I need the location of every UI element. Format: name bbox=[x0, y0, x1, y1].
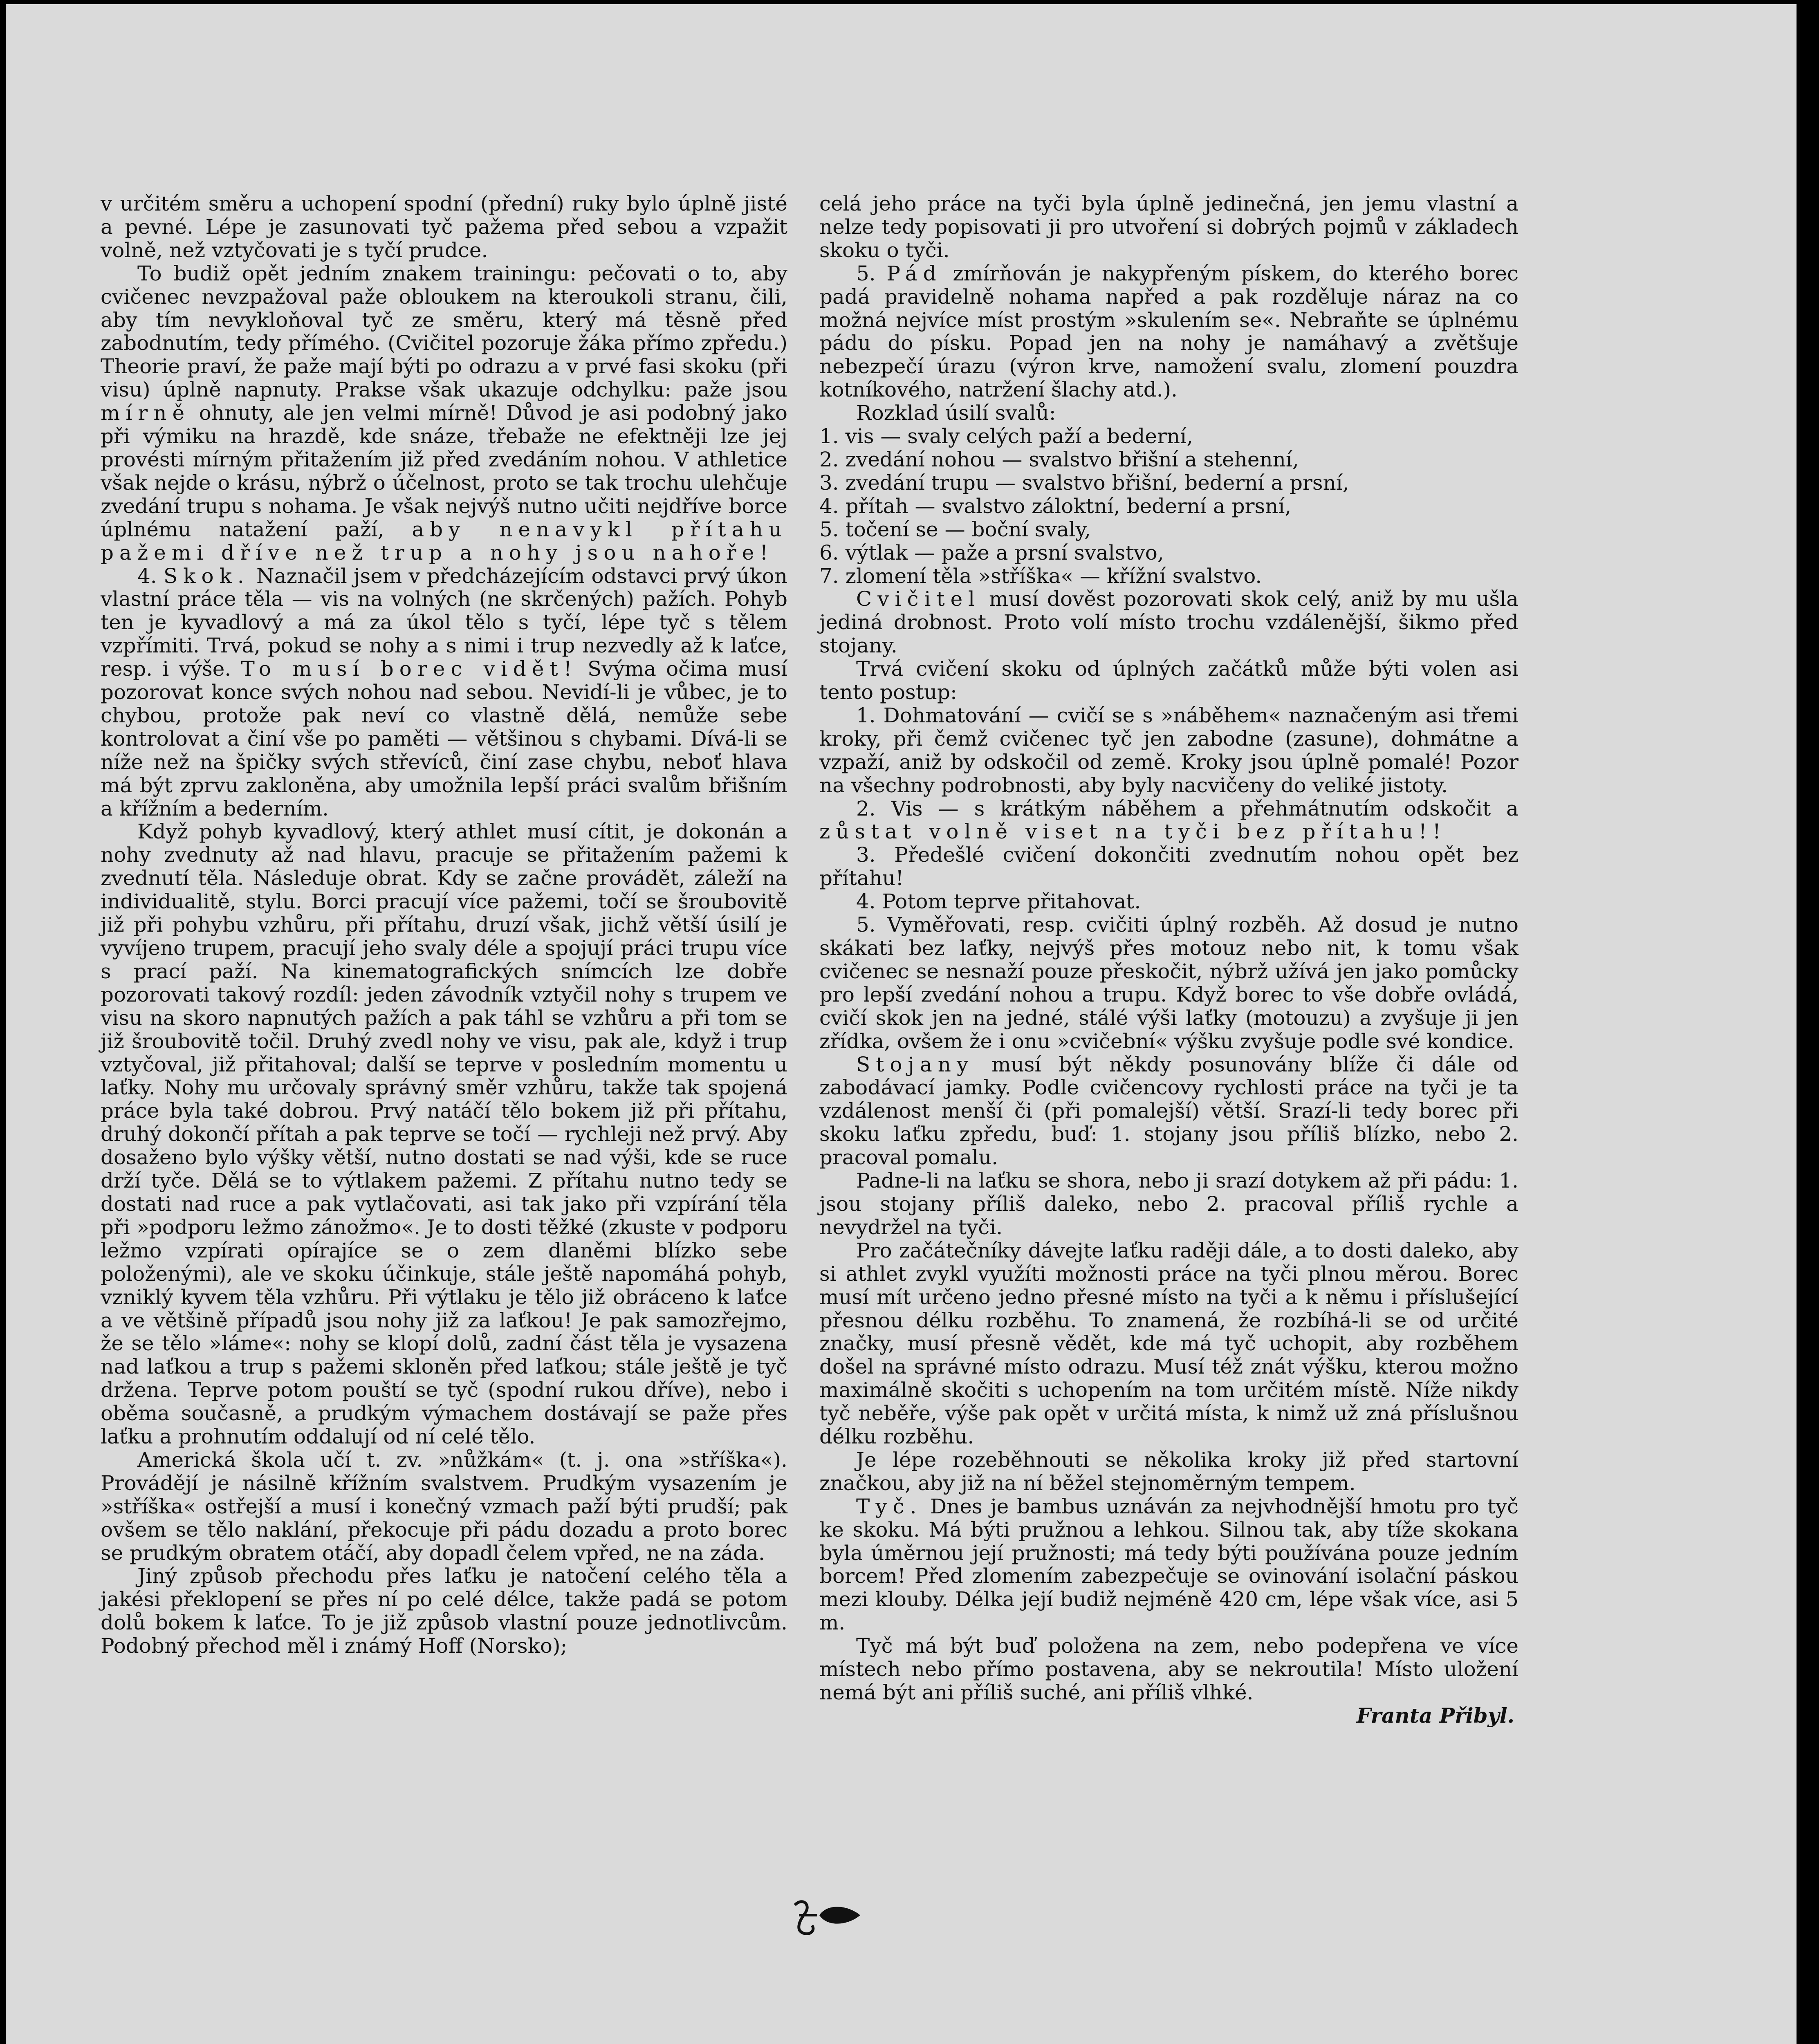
paragraph: 3. Předešlé cvičení dokončiti zvednutím nohou opět bez přítahu! bbox=[819, 843, 1518, 890]
paragraph: 2. Vis — s krátkým náběhem a přehmátnutím odskočit a zůstat volně viset na tyči bez přítahu!! bbox=[819, 796, 1518, 844]
paragraph: To budiž opět jedním znakem trainingu: pečovati o to, aby cvičenec nevzpažoval paže obloukem na kteroukoli stranu, čili, aby tím nevykloňoval tyč ze směru, který má těsně před zabodnutím, tedy přímého. (Cvičitel pozoruje žáka přímo zpředu.) Theorie praví, že paže mají býti po odrazu a v prvé fasi skoku (při visu) úplně napnuty. Prakse však ukazuje odchylku: paže jsou mírně ohnuty, ale jen velmi mírně! Důvod je asi podobný jako při výmiku na hrazdě, kde snáze, třebaže ne efektněji lze jej provésti mírným přitažením již před zvedáním nohou. V athletice však nejde o krásu, nýbrž o účelnost, proto se tak trochu ulehčuje zvedání trupu s nohama. Je však nejvýš nutno učiti nejdříve borce úplnému natažení paží, aby nenavykl přítahu pažemi dříve než trup a nohy jsou nahoře! bbox=[101, 261, 787, 565]
right-column bbox=[819, 192, 1518, 1728]
paragraph: 1. Dohmatování — cvičí se s »náběhem« naznačeným asi třemi kroky, při čemž cvičenec tyč jen zabodne (zasune), dohmátne a vzpaží, aniž by odskočil od země. Kroky jsou úplně pomalé! Pozor na všechny podrobnosti, aby byly nacvičeny do veliké jistoty. bbox=[819, 703, 1518, 797]
author-signature: Franta Přibyl. bbox=[1357, 1703, 1514, 1728]
paragraph: Když pohyb kyvadlový, který athlet musí cítit, je dokonán a nohy zvednuty až nad hlavu, pracuje se přitažením pažemi k zvednutí těla. Následuje obrat. Kdy se začne provádět, záleží na individualitě, stylu. Borci pracují více pažemi, točí se šroubovitě již při pohybu vzhůru, při přítahu, druzí však, jichž větší úsilí je vyvíjeno trupem, pracují jeho svaly déle a spojují práci trupu více s prací paží. Na kinematografických snímcích lze dobře pozorovati takový rozdíl: jeden závodník vztyčil nohy s trupem ve visu na skoro napnutých pažích a pak táhl se vzhůru a při tom se již šroubovitě točil. Druhý zvedl nohy ve visu, pak ale, když i trup vztyčoval, již přitahoval; další se teprve v posledním momentu u laťky. Nohy mu určovaly správný směr vzhůru, takže tak spojená práce byla také dobrou. Prvý natáčí tělo bokem již při přítahu, druhý dokončí přítah a pak teprve se točí — rychleji než prvý. Aby dosaženo bylo výšky větší, nutno dostati se nad výši, kde se ruce drží tyče. Dělá se to výtlakem pažemi. Z přítahu nutno tedy se dostati nad ruce a pak vytlačovati, asi tak jako při vzpírání těla při »podporu ležmo zánožmo«. Je to dosti těžké (zkuste v podporu ležmo vzpírati opírajíce se o zem dlaněmi blízko sebe položenými), ale ve skoku účinkuje, stále ještě napomáhá pohyb, vzniklý kyvem těla vzhůru. Při výtlaku je tělo již obráceno k laťce a ve většině případů jsou nohy již za laťkou! Je pak samozřejmo, že se tělo »láme«: nohy se klopí dolů, zadní část těla je vysazena nad laťkou a trup s pažemi skloněn před laťkou; stále ještě je tyč držena. Teprve potom pouští se tyč (spodní rukou dříve), nebo i oběma současně, a prudkým výmachem dostávají se paže přes laťku a prohnutím oddalují od ní celé tělo. bbox=[101, 820, 787, 1449]
paragraph: Je lépe rozeběhnouti se několika kroky již před startovní značkou, aby již na ní běžel stejnoměrným tempem. bbox=[819, 1448, 1518, 1495]
paragraph: v určitém směru a uchopení spodní (přední) ruky bylo úplně jisté a pevné. Lépe je zasunovati tyč pažema před sebou a vzpažit volně, než vztyčovati je s tyčí prudce. bbox=[101, 192, 787, 262]
list-item: 6. výtlak — paže a prsní svalstvo, bbox=[819, 540, 1164, 565]
paragraph: Cvičitel musí dověst pozorovati skok celý, aniž by mu ušla jediná drobnost. Proto volí místo trochu vzdálenější, šikmo před stojany. bbox=[819, 587, 1518, 658]
list-item: 5. točení se — boční svaly, bbox=[819, 517, 1091, 541]
list-heading: Rozklad úsilí svalů: bbox=[856, 401, 1056, 425]
paragraph: Stojany musí být někdy posunovány blíže či dále od zabodávací jamky. Podle cvičencovy rychlosti práce na tyči je ta vzdálenost menší či (při pomalejší) větší. Srazí-li tedy borec při skoku laťku zpředu, buď: 1. stojany jsou příliš blízko, nebo 2. pracoval pomalu. bbox=[819, 1052, 1518, 1170]
section-heading: Cvičitel bbox=[856, 587, 981, 611]
list-item: 4. přítah — svalstvo záloktní, bederní a prsní, bbox=[819, 494, 1292, 518]
paragraph: Tyč má být buď položena na zem, nebo podepřena ve více místech nebo přímo postavena, aby se nekroutila! Místo uložení nemá být ani příliš suché, ani příliš vlhké. bbox=[819, 1634, 1518, 1704]
section-heading: Stojany bbox=[856, 1052, 974, 1076]
emphasis: aby nenavykl přítahu pažemi dříve než trup a nohy jsou nahoře! bbox=[101, 517, 787, 565]
paragraph: 5. Pád zmírňován je nakypřeným pískem, do kterého borec padá pravidelně nohama napřed a pak rozděluje náraz na co možná nejvíce míst prostým »skulením se«. Nebraňte se úplnému pádu do písku. Popad jen na nohy je namáhavý a zvětšuje nebezpečí úrazu (výron krve, namožení svalu, zlomení pouzdra kotníkového, natržení šlachy atd.). bbox=[819, 261, 1518, 402]
emphasis: zůstat volně viset na tyči bez přítahu!! bbox=[819, 820, 1447, 844]
section-heading: Tyč. bbox=[856, 1494, 922, 1518]
section-heading: Skok. bbox=[163, 564, 250, 588]
paragraph: Jiný způsob přechodu přes laťku je natočení celého těla a jakési překlopení se přes ní po celé délce, takže padá se potom dolů bokem k laťce. To je již způsob vlastní pouze jednotlivcům. Podobný přechod měl i známý Hoff (Norsko); bbox=[101, 1564, 787, 1658]
list-item: 7. zlomení těla »stříška« — křížní svalstvo. bbox=[819, 564, 1262, 588]
emphasis: To musí borec vidět! bbox=[241, 657, 578, 681]
fleuron-icon bbox=[787, 1893, 864, 1942]
section-heading: Pád bbox=[886, 261, 942, 285]
list-item: 3. zvedání trupu — svalstvo břišní, bederní a prsní, bbox=[819, 471, 1349, 495]
paragraph: Trvá cvičení skoku od úplných začátků může býti volen asi tento postup: bbox=[819, 657, 1518, 704]
paragraph: celá jeho práce na tyči byla úplně jedinečná, jen jemu vlastní a nelze tedy popisovati ji pro utvoření si dobrých pojmů v základech skoku o tyči. bbox=[819, 192, 1518, 262]
paragraph: Pro začátečníky dávejte laťku raději dále, a to dosti daleko, aby si athlet zvykl využíti možnosti práce na tyči plnou měrou. Borec musí mít určeno jedno přesné místo na tyči a k němu i příslušející přesnou délku rozběhu. To znamená, že rozbíhá-li se od určité značky, musí přesně vědět, kde má tyč uchopit, aby rozběhem došel na správné místo odrazu. Musí též znát výšku, kterou možno maximálně skočiti s uchopením na tom určitém místě. Níže nikdy tyč neběře, výše pak opět v určitá místa, k nimž už zná příslušnou délku rozběhu. bbox=[819, 1238, 1518, 1449]
emphasis: mírně bbox=[101, 401, 191, 425]
paragraph: 4. Skok. Naznačil jsem v předcházejícím odstavci prvý úkon vlastní práce těla — vis na volných (ne skrčených) pažích. Pohyb ten je kyvadlový a má za úkol tělo s tyčí, lépe tyč s tělem vzpřímiti. Trvá, pokud se nohy a s nimi i trup nezvedly až k laťce, resp. i výše. To musí borec vidět! Svýma očima musí pozorovat konce svých nohou nad sebou. Nevidí-li je vůbec, je to chybou, protože pak neví co vlastně dělá, nemůže sebe kontrolovat a činí vše po paměti — většinou s chybami. Dívá-li se níže než na špičky svých střevíců, činí zase chybu, neboť hlava má být zprvu zakloněna, aby umožnila lepší práci svalům břišním a křížním a bederním. bbox=[101, 564, 787, 820]
list-item: 2. zvedání nohou — svalstvo břišní a stehenní, bbox=[819, 447, 1299, 471]
magazine-page bbox=[6, 4, 1797, 2044]
paragraph: Tyč. Dnes je bambus uznáván za nejvhodnější hmotu pro tyč ke skoku. Má býti pružnou a lehkou. Silnou tak, aby tíže skokana byla úměrnou její pružnosti; má tedy býti používána pouze jedním borcem! Před zlomením zabezpečuje se ovinování isolační páskou mezi klouby. Délka její budiž nejméně 420 cm, lépe však více, asi 5 m. bbox=[819, 1494, 1518, 1635]
left-column bbox=[101, 192, 787, 1658]
paragraph: Padne-li na laťku se shora, nebo ji srazí dotykem až při pádu: 1. jsou stojany příliš daleko, nebo 2. pracoval příliš rychle a nevydržel na tyči. bbox=[819, 1169, 1518, 1239]
paragraph: 5. Vyměřovati, resp. cvičiti úplný rozběh. Až dosud je nutno skákati bez laťky, nejvýš přes motouz nebo nit, k tomu však cvičenec se nesnaží pouze přeskočit, nýbrž užívá jen jako pomůcky pro lepší zvedání nohou a trupu. Když borec to vše dobře ovládá, cvičí skok jen na jedné, stálé výši laťky (motouzu) a zvyšuje ji jen zřídka, ovšem že i onu »cvičební« výšku zvyšuje podle své kondice. bbox=[819, 913, 1518, 1053]
paragraph: Americká škola učí t. zv. »nůžkám« (t. j. ona »stříška«). Provádějí je násilně křížním svalstvem. Prudkým vysazením je »stříška« ostřejší a musí i konečný vzmach paží býti prudší; pak ovšem se tělo naklání, překocuje při pádu dozadu a proto borec se prudkým obratem otáčí, aby dopadl čelem vpřed, ne na záda. bbox=[101, 1448, 787, 1565]
paragraph: 4. Potom teprve přitahovat. bbox=[856, 890, 1141, 914]
list-item: 1. vis — svaly celých paží a bederní, bbox=[819, 424, 1193, 448]
